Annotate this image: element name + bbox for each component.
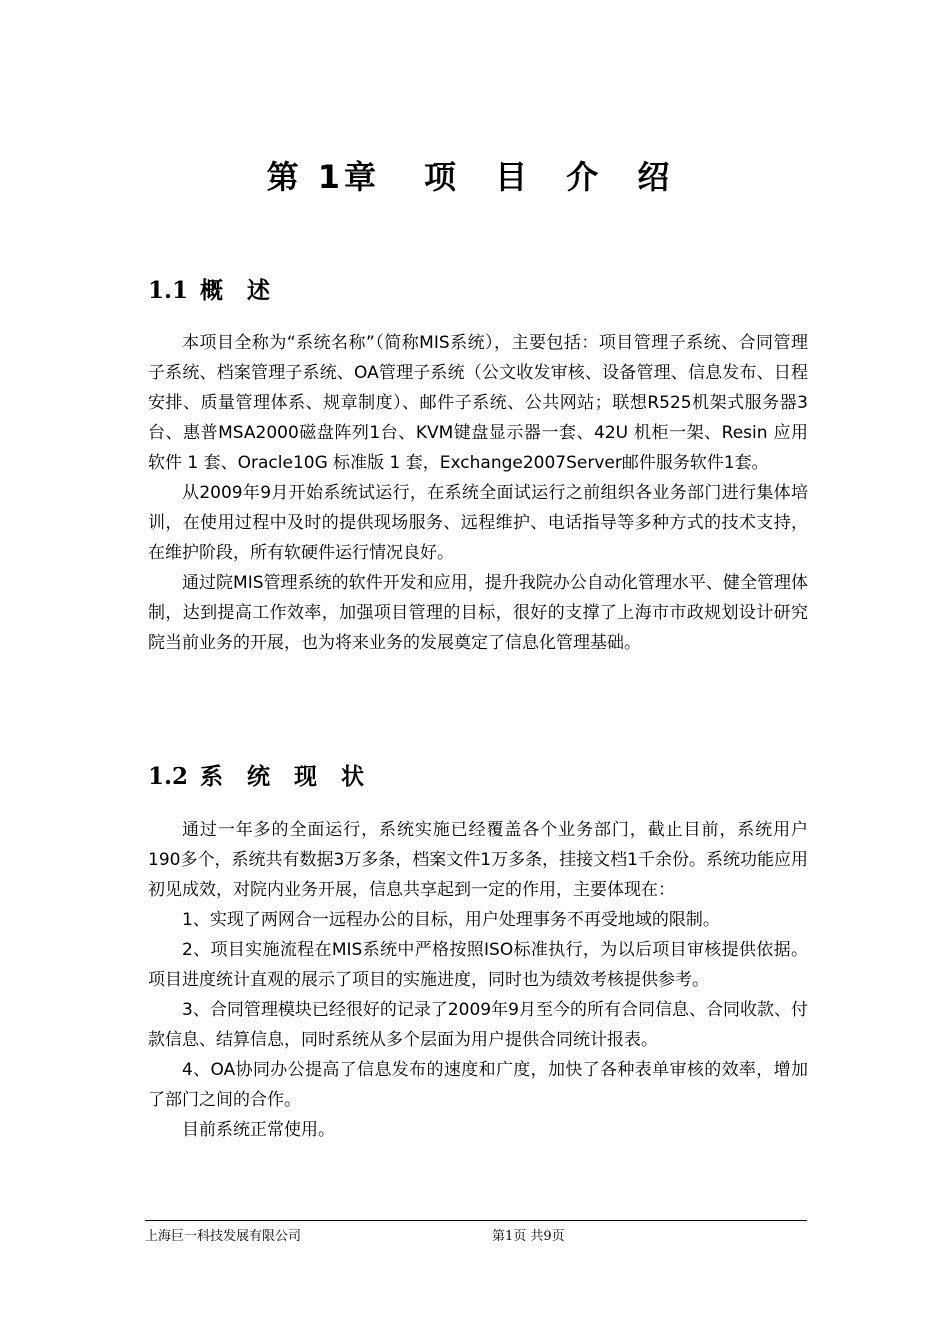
paragraph: 目前系统正常使用。: [182, 1120, 335, 1140]
paragraph: 通过院MIS管理系统的软件开发和应用，提升我院办公自动化管理水平、健全管理体制，达到提高工作效率，加强项目管理的目标，很好的支撑了上海市市政规划设计研究院当前业务的开展，也为将来业务的发展奠定了信息化管理基础。: [148, 573, 808, 653]
chapter-title: [0, 152, 950, 198]
footer-company: 上海巨一科技发展有限公司: [145, 1229, 302, 1244]
section-body-1-1: [148, 328, 808, 658]
section-number: 1.1: [148, 277, 189, 304]
section-title: 概 述: [200, 277, 279, 304]
section-body-1-2: [148, 815, 808, 1145]
paragraph: 通过一年多的全面运行，系统实施已经覆盖各个业务部门，截止目前，系统用户190多个，系统共有数据3万多条，档案文件1万多条，挂接文档1千余份。系统功能应用初见成效，对院内业务开展，信息共享起到一定的作用，主要体现在：: [148, 820, 808, 900]
paragraph: 本项目全称为“系统名称”（简称MIS系统），主要包括：项目管理子系统、合同管理子系统、档案管理子系统、OA管理子系统（公文收发审核、设备管理、信息发布、日程安排、质量管理体系、规章制度）、邮件子系统、公共网站；联想R525机架式服务器3台、惠普MSA2000磁盘阵列1台、KVM键盘显示器一套、42U 机柜一架、Resin 应用软件 1 套、Oracle10G 标准版 1 套，Exchange2007Server邮件服务软件1套。: [148, 333, 808, 473]
chapter-name: 项 目 介 绍: [423, 158, 684, 196]
paragraph: 从2009年9月开始系统试运行，在系统全面试运行之前组织各业务部门进行集体培训，在使用过程中及时的提供现场服务、远程维护、电话指导等多种方式的技术支持，在维护阶段，所有软硬件运行情况良好。: [148, 483, 808, 563]
list-item: 1、实现了两网合一远程办公的目标，用户处理事务不再受地域的限制。: [182, 910, 720, 930]
list-item: 2、项目实施流程在MIS系统中严格按照ISO标准执行，为以后项目审核提供依据。项目进度统计直观的展示了项目的实施进度，同时也为绩效考核提供参考。: [148, 940, 808, 990]
section-number: 1.2: [148, 763, 189, 790]
chapter-number: 第 1章: [266, 158, 380, 196]
list-item: 4、OA协同办公提高了信息发布的速度和广度，加快了各种表单审核的效率，增加了部门之间的合作。: [148, 1060, 808, 1110]
section-heading-1-2: [148, 758, 372, 791]
footer-divider: [145, 1220, 807, 1221]
footer-page-number: 第1页 共9页: [492, 1229, 565, 1244]
list-item: 3、合同管理模块已经很好的记录了2009年9月至今的所有合同信息、合同收款、付款信息、结算信息，同时系统从多个层面为用户提供合同统计报表。: [148, 1000, 808, 1050]
section-heading-1-1: [148, 272, 278, 305]
section-title: 系 统 现 状: [200, 763, 373, 790]
